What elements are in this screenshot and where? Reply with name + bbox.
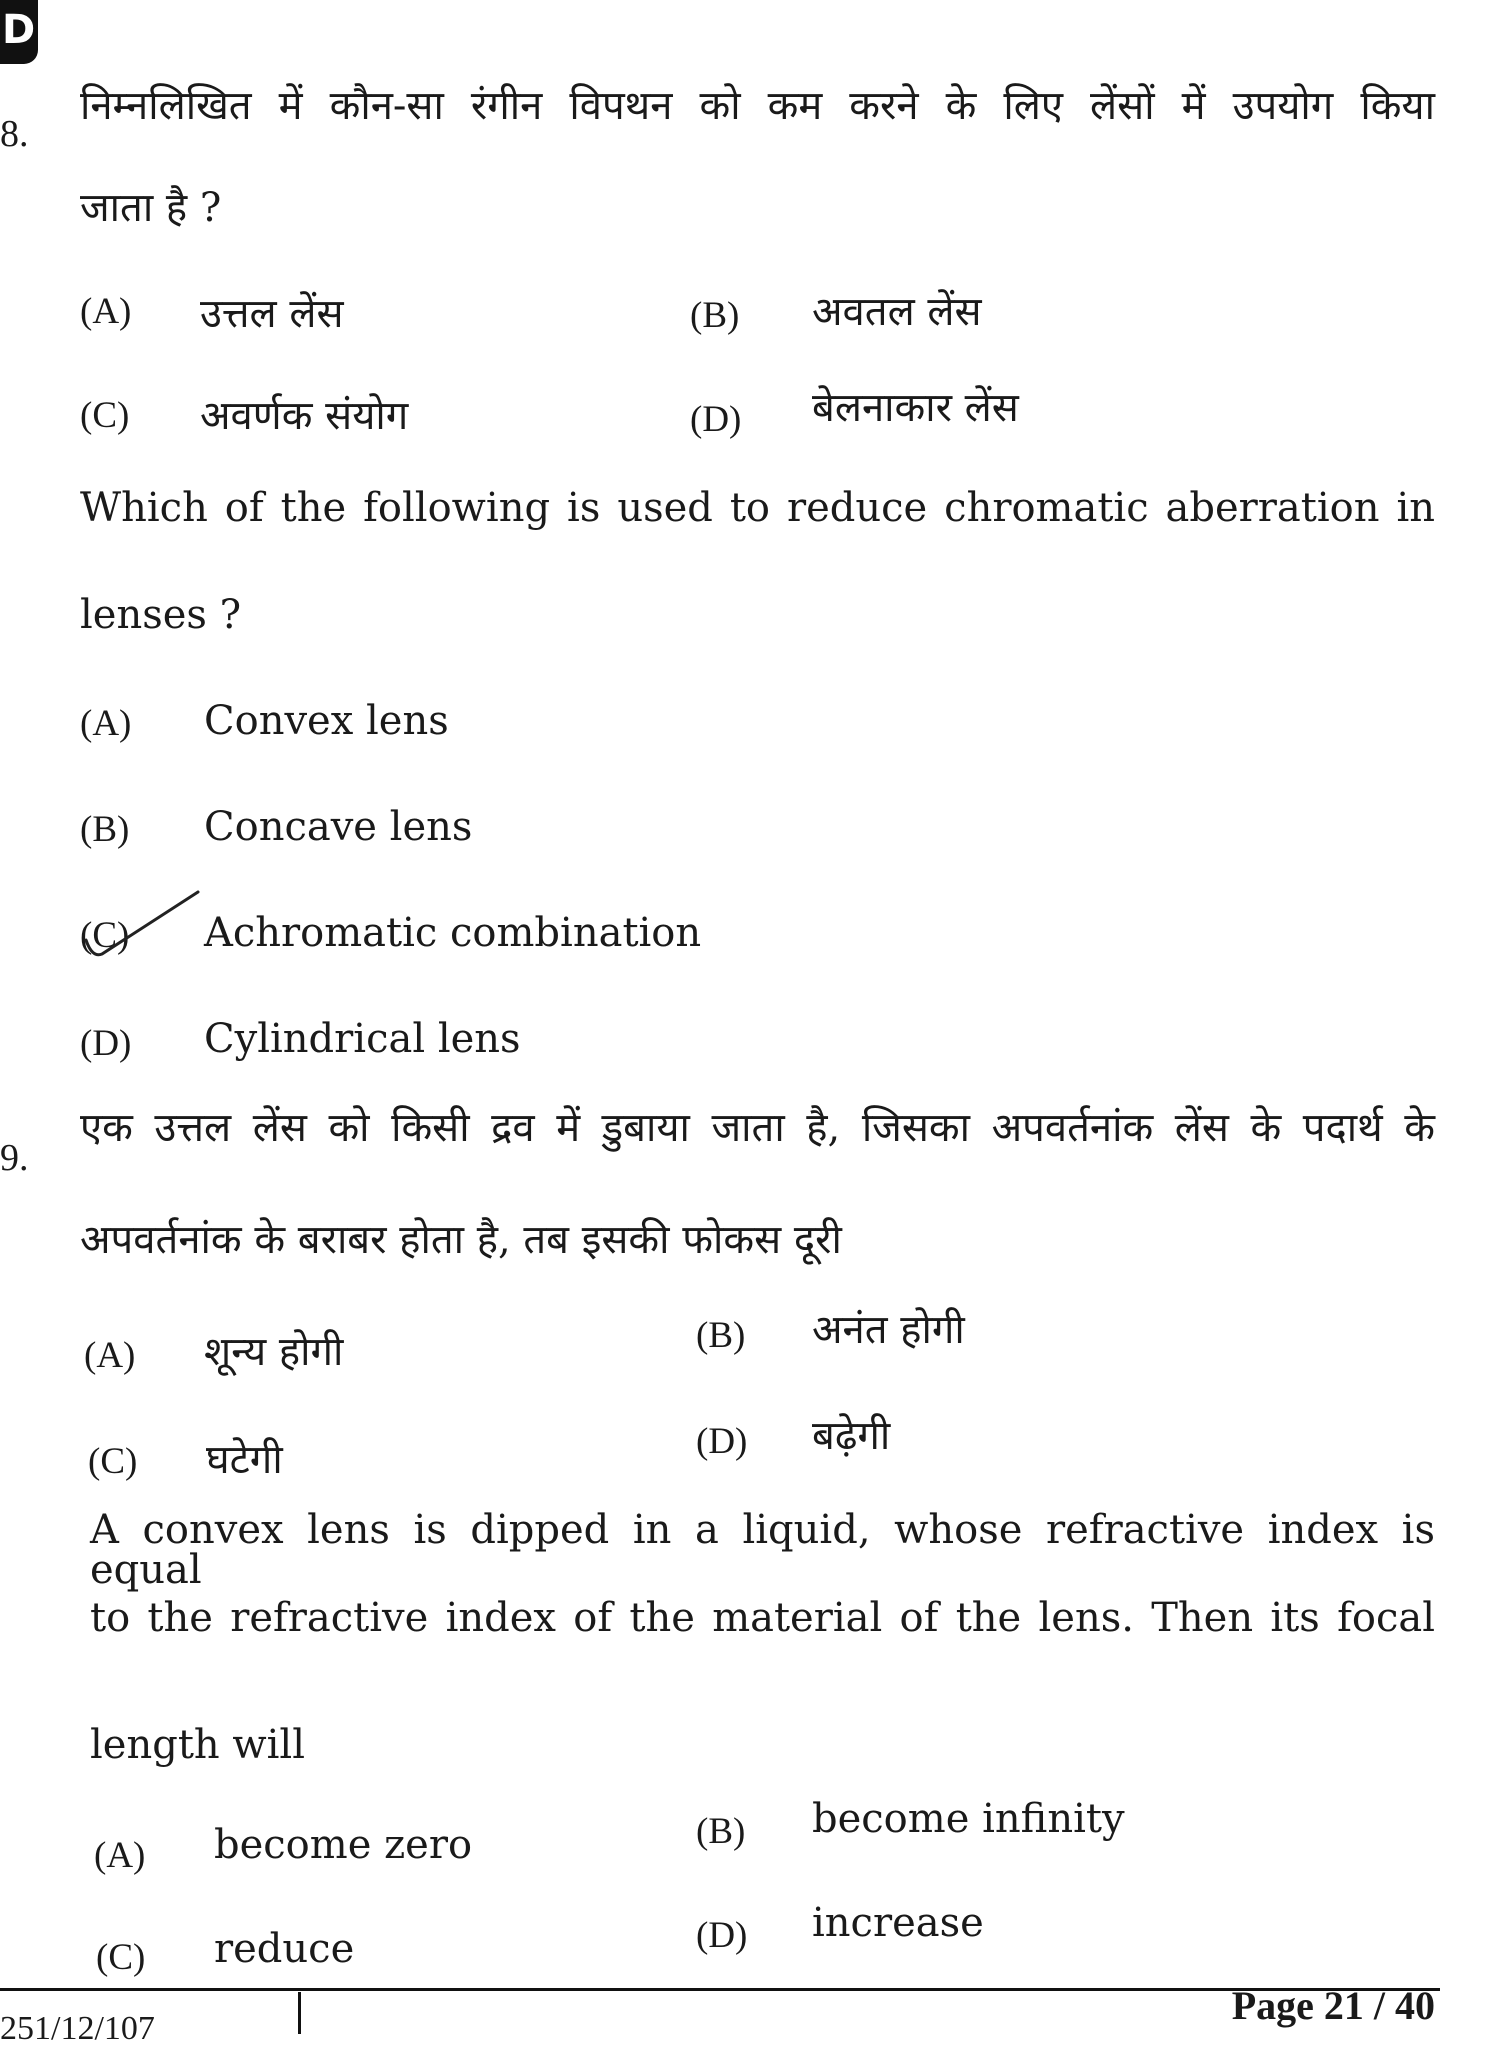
option-letter: (B) (690, 295, 740, 336)
option-text: बेलनाकार लेंस (812, 385, 1019, 431)
question-stem-english-line: lenses ? (80, 592, 242, 638)
question-stem-hindi-line: एक उत्तल लेंस को किसी द्रव में डुबाया जाता है, जिसका अपवर्तनांक लेंस के पदार्थ के (80, 1105, 1435, 1151)
option-letter: (B) (696, 1811, 746, 1852)
option-text: increase (812, 1900, 984, 1946)
question-stem-english-line: Which of the following is used to reduce chromatic aberration in (80, 485, 1435, 531)
question-stem-hindi-line: जाता है ? (80, 185, 222, 231)
option-text: बढ़ेगी (812, 1413, 891, 1459)
option-letter: (D) (696, 1915, 748, 1956)
option-letter: (A) (80, 703, 132, 744)
question-stem-english-line: to the refractive index of the material of the lens. Then its focal (90, 1595, 1435, 1641)
option-text: reduce (214, 1926, 355, 1972)
option-text: अवर्णक संयोग (200, 393, 409, 439)
option-text: अवतल लेंस (812, 289, 982, 335)
option-text: become zero (214, 1822, 473, 1868)
option-letter: (C) (80, 395, 130, 436)
option-letter: (B) (80, 809, 130, 850)
option-letter: (D) (696, 1421, 748, 1462)
question-stem-hindi-line: अपवर्तनांक के बराबर होता है, तब इसकी फोकस दूरी (80, 1217, 842, 1263)
option-letter: (C) (96, 1937, 146, 1978)
option-text: उत्तल लेंस (200, 291, 344, 337)
option-letter: (A) (80, 291, 132, 332)
option-letter: (A) (84, 1335, 136, 1376)
option-text: Achromatic combination (204, 910, 702, 956)
question-stem-english-line: length will (90, 1722, 305, 1768)
series-tag: D (0, 0, 38, 64)
option-text: घटेगी (206, 1437, 283, 1483)
option-text: become infinity (812, 1796, 1125, 1842)
option-text: Convex lens (204, 698, 449, 744)
footer-rule (0, 1988, 1440, 1991)
question-stem-hindi-line: निम्नलिखित में कौन-सा रंगीन विपथन को कम करने के लिए लेंसों में उपयोग किया (80, 83, 1435, 129)
footer-separator (298, 1992, 301, 2034)
page-number: Page 21 / 40 (1231, 1983, 1435, 2028)
question-stem-english-line: A convex lens is dipped in a liquid, whose refractive index is equal (90, 1507, 1435, 1593)
option-text: Cylindrical lens (204, 1016, 521, 1062)
option-text: अनंत होगी (812, 1307, 965, 1353)
paper-code: 251/12/107 (0, 2010, 155, 2047)
question-number: 9. (0, 1137, 29, 1179)
option-text: Concave lens (204, 804, 473, 850)
option-letter: (C) (88, 1441, 138, 1482)
checkmark-icon (78, 888, 208, 968)
option-letter: (C) (80, 915, 130, 956)
question-number: 8. (0, 113, 29, 155)
option-letter: (D) (690, 399, 742, 440)
option-letter: (B) (696, 1315, 746, 1356)
option-letter: (D) (80, 1023, 132, 1064)
option-letter: (A) (94, 1835, 146, 1876)
option-text: शून्य होगी (204, 1329, 344, 1375)
